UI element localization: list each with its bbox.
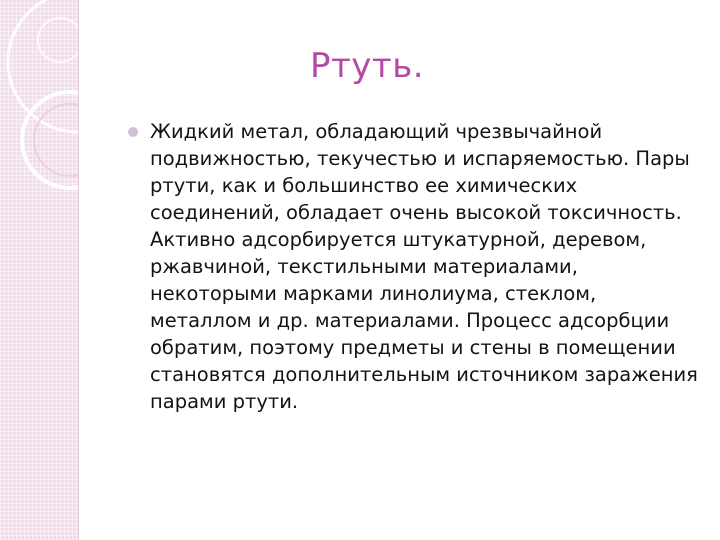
sidebar-divider	[78, 0, 79, 540]
decorative-sidebar	[0, 0, 78, 540]
slide-title: Ртуть.	[310, 46, 425, 86]
slide-content	[128, 118, 703, 415]
bullet-item	[128, 118, 703, 415]
bullet-text: Жидкий метал, обладающий чрезвычайной подвижностью, текучестью и испаряемостью. Пары ртути, как и большинство ее химических соединений, обладает очень высокой токсичность. Активно адсорбируется штукатурной, деревом, ржавчиной, текстильными материалами, некоторыми марками линолиума, стеклом, металлом и др. материалами. Процесс адсорбции обратим, поэтому предметы и стены в помещении становятся дополнительным источником заражения парами ртути.	[150, 120, 698, 413]
bullet-dot-icon	[128, 127, 138, 137]
decorative-circles-graphic	[0, 0, 78, 540]
